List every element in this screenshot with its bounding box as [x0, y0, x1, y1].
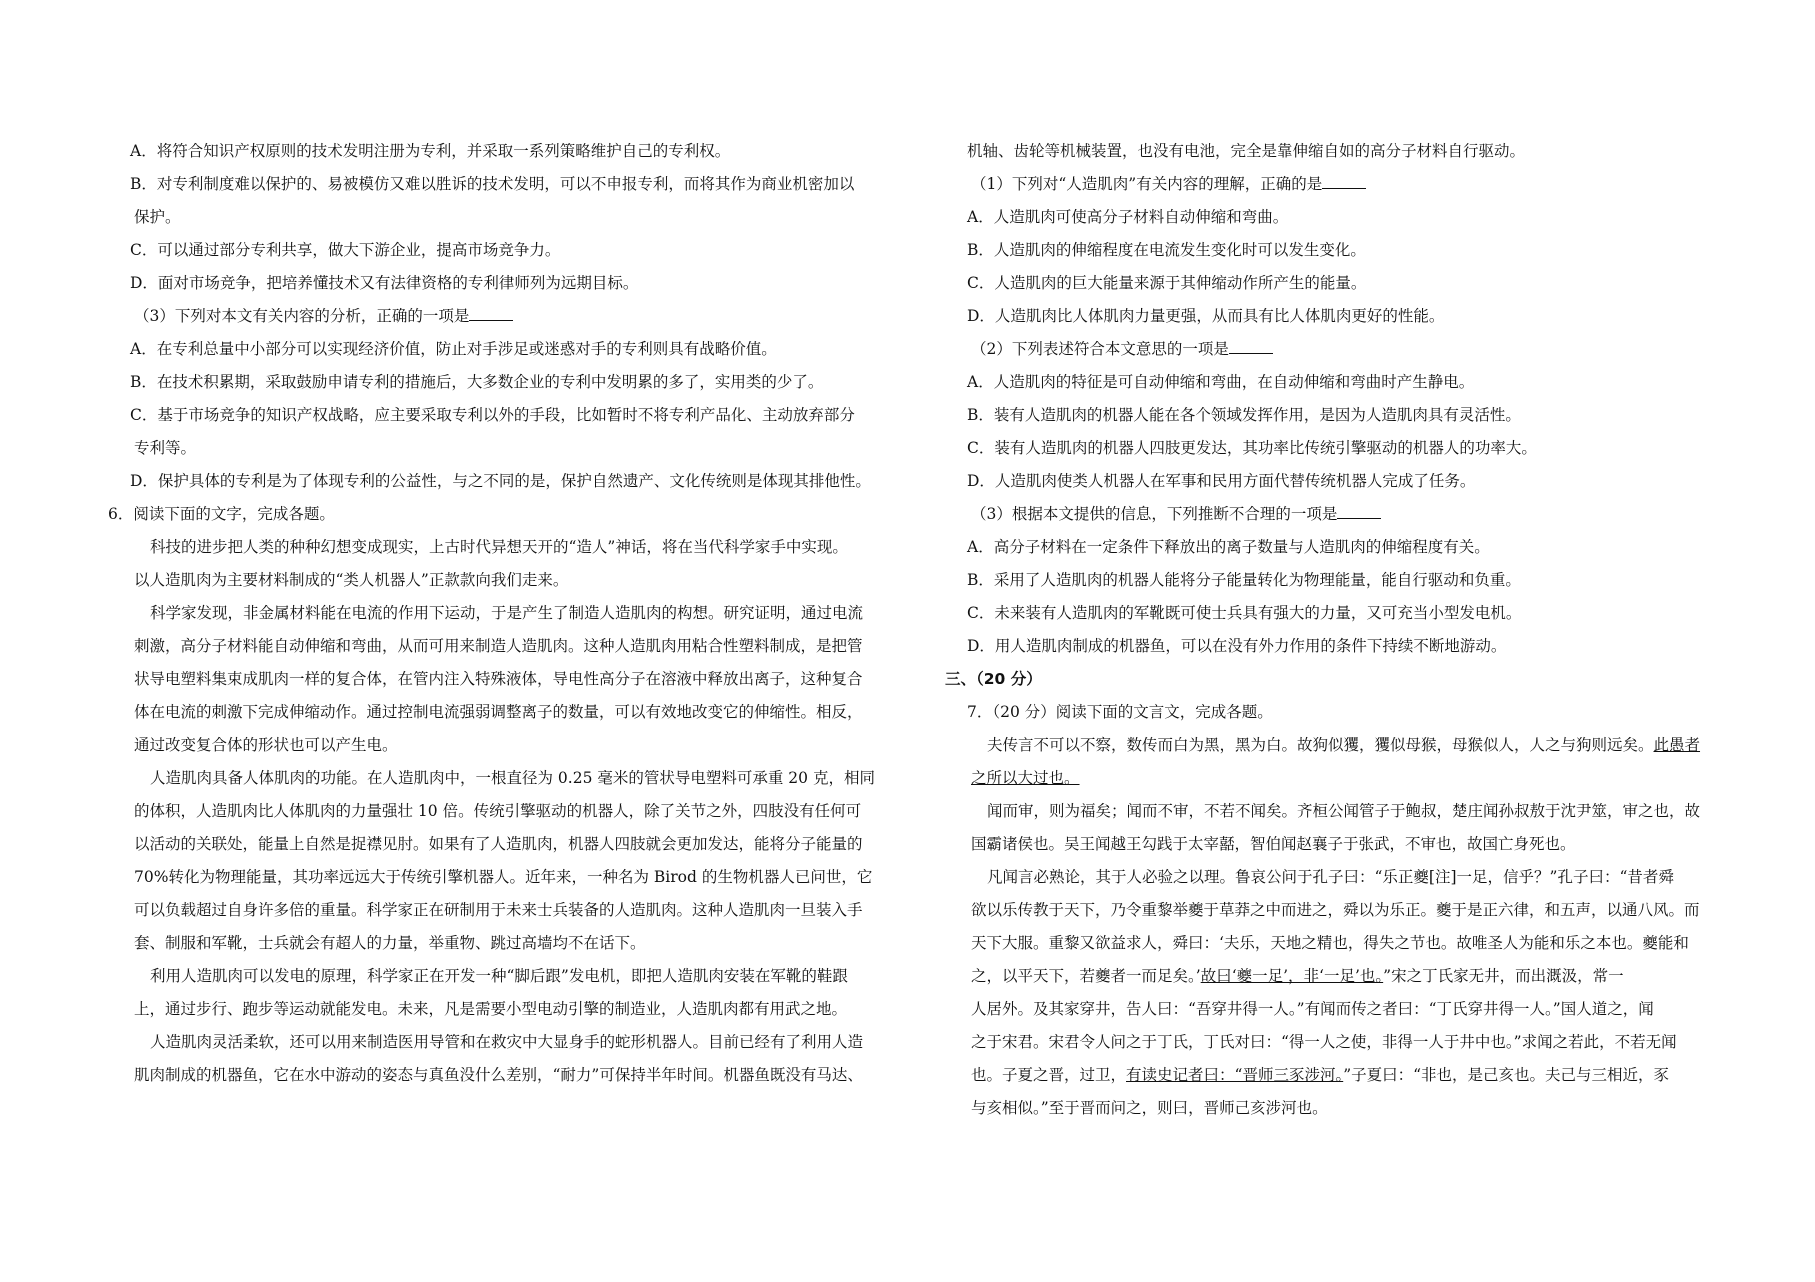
text-line: [108, 762, 908, 795]
text-line: [945, 300, 1735, 333]
text-line: [108, 168, 908, 201]
text-line: [945, 1026, 1735, 1059]
text-line: [108, 630, 908, 663]
line-text: C．装有人造肌肉的机器人四肢更发达，其功率比传统引擎驱动的机器人的功率大。: [967, 439, 1537, 457]
text-line: [945, 366, 1735, 399]
text-line: [108, 663, 908, 696]
line-text: 体在电流的刺激下完成伸缩动作。通过控制电流强弱调整离子的数量，可以有效地改变它的伸缩性。相反，: [134, 703, 863, 721]
right-column: [945, 135, 1735, 1125]
text-line: [108, 960, 908, 993]
line-text: A．人造肌肉可使高分子材料自动伸缩和弯曲。: [967, 208, 1289, 226]
text-line: [945, 564, 1735, 597]
text-line: [108, 597, 908, 630]
answer-blank[interactable]: [1229, 335, 1273, 354]
text-line: [945, 696, 1735, 729]
line-text: 科技的进步把人类的种种幻想变成现实，上古时代异想天开的“造人”神话，将在当代科学家手中实现。: [150, 538, 848, 556]
text-line: [108, 201, 908, 234]
line-text: D．人造肌肉比人体肌肉力量更强，从而具有比人体肌肉更好的性能。: [967, 307, 1445, 325]
line-text: 天下大服。重黎又欲益求人，舜曰：‘夫乐，天地之精也，得失之节也。故唯圣人为能和乐之本也。夔能和: [971, 934, 1689, 952]
text-line: [945, 465, 1735, 498]
line-text-after: ”宋之丁氏家无井，而出溉汲，常一: [1383, 967, 1624, 985]
line-text: 也。子夏之晋，过卫，: [971, 1066, 1127, 1084]
text-line: [945, 531, 1735, 564]
line-text: 专利等。: [134, 439, 197, 457]
text-line: [945, 762, 1735, 795]
line-text: 与亥相似。”至于晋而问之，则曰，晋师己亥涉河也。: [971, 1099, 1328, 1117]
answer-blank[interactable]: [1322, 170, 1366, 189]
line-text: A．高分子材料在一定条件下释放出的离子数量与人造肌肉的伸缩程度有关。: [967, 538, 1490, 556]
text-line: [945, 135, 1735, 168]
text-line: [108, 333, 908, 366]
line-text: D．保护具体的专利是为了体现专利的公益性，与之不同的是，保护自然遗产、文化传统则是体现其排他性。: [130, 472, 871, 490]
line-text: 凡闻言必熟论，其于人必验之以理。鲁哀公问于孔子曰：“乐正夔[注]一足，信乎？”孔子曰：“昔者舜: [987, 868, 1674, 886]
line-text: 肌肉制成的机器鱼，它在水中游动的姿态与真鱼没什么差别，“耐力”可保持半年时间。机器鱼既没有马达、: [134, 1066, 863, 1084]
text-line: [945, 927, 1735, 960]
line-text: B．在技术积累期，采取鼓励申请专利的措施后，大多数企业的专利中发明累的多了，实用类的少了。: [130, 373, 824, 391]
text-line: [945, 234, 1735, 267]
line-text: C．未来装有人造肌肉的军靴既可使士兵具有强大的力量，又可充当小型发电机。: [967, 604, 1522, 622]
line-text: B．采用了人造肌肉的机器人能将分子能量转化为物理能量，能自行驱动和负重。: [967, 571, 1521, 589]
text-line: [945, 861, 1735, 894]
line-text: （1）下列对“人造肌肉”有关内容的理解，正确的是: [971, 175, 1323, 193]
text-line: [108, 861, 908, 894]
text-line: [945, 597, 1735, 630]
line-text: 的体积，人造肌肉比人体肌肉的力量强壮 10 倍。传统引擎驱动的机器人，除了关节之外，四肢没有任何可: [134, 802, 862, 820]
line-text: 通过改变复合体的形状也可以产生电。: [134, 736, 398, 754]
line-text: 国霸诸侯也。吴王闻越王勾践于太宰嚭，智伯闻赵襄子于张武，不审也，故国亡身死也。: [971, 835, 1576, 853]
text-line: [945, 1092, 1735, 1125]
text-line: [945, 267, 1735, 300]
text-line: [108, 993, 908, 1026]
text-line: [108, 729, 908, 762]
line-text: （3）下列对本文有关内容的分析，正确的一项是: [134, 307, 470, 325]
line-text: 人造肌肉具备人体肌肉的功能。在人造肌肉中，一根直径为 0.25 毫米的管状导电塑料可承重 20 克，相同: [150, 769, 875, 787]
text-line: [108, 927, 908, 960]
text-line: [108, 366, 908, 399]
line-text: 之，以平天下，若夔者一而足矣。’: [971, 967, 1201, 985]
line-text: 状导电塑料集束成肌肉一样的复合体，在管内注入特殊液体，导电性高分子在溶液中释放出离子，这种复合: [134, 670, 863, 688]
line-text: 之于宋君。宋君令人问之于丁氏，丁氏对曰：“得一人之使，非得一人于井中也。”求闻之若此，不若无闻: [971, 1033, 1677, 1051]
line-text: 以人造肌肉为主要材料制成的“类人机器人”正款款向我们走来。: [134, 571, 569, 589]
text-line: [945, 993, 1735, 1026]
line-text: 机轴、齿轮等机械装置，也没有电池，完全是靠伸缩自如的高分子材料自行驱动。: [967, 142, 1526, 160]
text-line: [945, 894, 1735, 927]
text-line: [108, 267, 908, 300]
text-line: [945, 1059, 1735, 1092]
underlined-text: 故曰‘夔一足’，非‘一足’也。: [1200, 967, 1384, 985]
text-line: [945, 168, 1735, 201]
line-text: 人造肌肉灵活柔软，还可以用来制造医用导管和在救灾中大显身手的蛇形机器人。目前已经有了利用人造: [150, 1033, 864, 1051]
line-text: D．人造肌肉使类人机器人在军事和民用方面代替传统机器人完成了任务。: [967, 472, 1476, 490]
line-text: 保护。: [134, 208, 181, 226]
text-line: [945, 729, 1735, 762]
line-text: C．基于市场竞争的知识产权战略，应主要采取专利以外的手段，比如暂时不将专利产品化、主动放弃部分: [130, 406, 855, 424]
text-line: [945, 399, 1735, 432]
line-text: 套、制服和军靴，士兵就会有超人的力量，举重物、跳过高墙均不在话下。: [134, 934, 646, 952]
underlined-text: 之所以大过也。: [971, 769, 1080, 787]
text-line: [108, 432, 908, 465]
line-text-after: ”子夏曰：“非也，是己亥也。夫己与三相近，豕: [1343, 1066, 1670, 1084]
text-line: [945, 795, 1735, 828]
line-text: A．将符合知识产权原则的技术发明注册为专利，并采取一系列策略维护自己的专利权。: [130, 142, 731, 160]
line-text: C．人造肌肉的巨大能量来源于其伸缩动作所产生的能量。: [967, 274, 1367, 292]
text-line: [108, 894, 908, 927]
text-line: [108, 465, 908, 498]
text-line: [108, 1026, 908, 1059]
text-line: [945, 498, 1735, 531]
text-line: [108, 1059, 908, 1092]
text-line: [108, 234, 908, 267]
text-line: [108, 531, 908, 564]
line-text: 闻而审，则为福矣；闻而不审，不若不闻矣。齐桓公闻管子于鲍叔，楚庄闻孙叔敖于沈尹筮，审之也，故: [987, 802, 1701, 820]
line-text: 人居外。及其家穿井，告人曰：“吾穿井得一人。”有闻而传之者曰：“丁氏穿井得一人。”国人道之，闻: [971, 1000, 1654, 1018]
line-text: （2）下列表述符合本文意思的一项是: [971, 340, 1229, 358]
text-line: [945, 201, 1735, 234]
line-text: A．在专利总量中小部分可以实现经济价值，防止对手涉足或迷惑对手的专利则具有战略价值。: [130, 340, 777, 358]
line-text: B．对专利制度难以保护的、易被模仿又难以胜诉的技术发明，可以不申报专利，而将其作为商业机密加以: [130, 175, 855, 193]
line-text: 科学家发现，非金属材料能在电流的作用下运动，于是产生了制造人造肌肉的构想。研究证明，通过电流: [150, 604, 864, 622]
text-line: [945, 432, 1735, 465]
line-text: D．用人造肌肉制成的机器鱼，可以在没有外力作用的条件下持续不断地游动。: [967, 637, 1507, 655]
answer-blank[interactable]: [469, 302, 513, 321]
line-text: 夫传言不可以不察，数传而白为黑，黑为白。故狗似玃，玃似母猴，母猴似人，人之与狗则远矣。: [987, 736, 1654, 754]
text-line: [945, 828, 1735, 861]
line-text: 欲以乐传教于天下，乃令重黎举夔于草莽之中而进之，舜以为乐正。夔于是正六律，和五声，以通八风。而: [971, 901, 1700, 919]
line-text: D．面对市场竞争，把培养懂技术又有法律资格的专利律师列为远期目标。: [130, 274, 639, 292]
text-line: [108, 696, 908, 729]
line-text: B．人造肌肉的伸缩程度在电流发生变化时可以发生变化。: [967, 241, 1366, 259]
text-line: [108, 399, 908, 432]
line-text: B．装有人造肌肉的机器人能在各个领域发挥作用，是因为人造肌肉具有灵活性。: [967, 406, 1521, 424]
text-line: [945, 960, 1735, 993]
line-text: 6．阅读下面的文字，完成各题。: [108, 505, 335, 523]
line-text: 上，通过步行、跑步等运动就能发电。未来，凡是需要小型电动引擎的制造业，人造肌肉都有用武之地。: [134, 1000, 848, 1018]
answer-blank[interactable]: [1337, 500, 1381, 519]
line-text: 利用人造肌肉可以发电的原理，科学家正在开发一种“脚后跟”发电机，即把人造肌肉安装在军靴的鞋跟: [150, 967, 848, 985]
line-text: 三、（20 分）: [945, 670, 1042, 688]
underlined-text: 有读史记者曰：“晋师三豕涉河。: [1126, 1066, 1344, 1084]
text-line: [108, 498, 908, 531]
text-line: [108, 828, 908, 861]
text-line: [108, 135, 908, 168]
underlined-text: 此愚者: [1653, 736, 1701, 754]
text-line: [945, 663, 1735, 696]
text-line: [945, 333, 1735, 366]
line-text: 以活动的关联处，能量上自然是捉襟见肘。如果有了人造肌肉，机器人四肢就会更加发达，能将分子能量的: [134, 835, 863, 853]
line-text: C．可以通过部分专利共享，做大下游企业，提高市场竞争力。: [130, 241, 561, 259]
line-text: 70%转化为物理能量，其功率远远大于传统引擎机器人。近年来，一种名为 Birod 的生物机器人已问世，它: [134, 868, 873, 886]
line-text: 刺激，高分子材料能自动伸缩和弯曲，从而可用来制造人造肌肉。这种人造肌肉用粘合性塑料制成，是把管: [134, 637, 863, 655]
text-line: [945, 630, 1735, 663]
line-text: 7．（20 分）阅读下面的文言文，完成各题。: [967, 703, 1273, 721]
text-line: [108, 564, 908, 597]
text-line: [108, 795, 908, 828]
text-line: [108, 300, 908, 333]
left-column: [108, 135, 908, 1092]
line-text: A．人造肌肉的特征是可自动伸缩和弯曲，在自动伸缩和弯曲时产生静电。: [967, 373, 1475, 391]
line-text: 可以负载超过自身许多倍的重量。科学家正在研制用于未来士兵装备的人造肌肉。这种人造肌肉一旦装入手: [134, 901, 863, 919]
line-text: （3）根据本文提供的信息，下列推断不合理的一项是: [971, 505, 1338, 523]
